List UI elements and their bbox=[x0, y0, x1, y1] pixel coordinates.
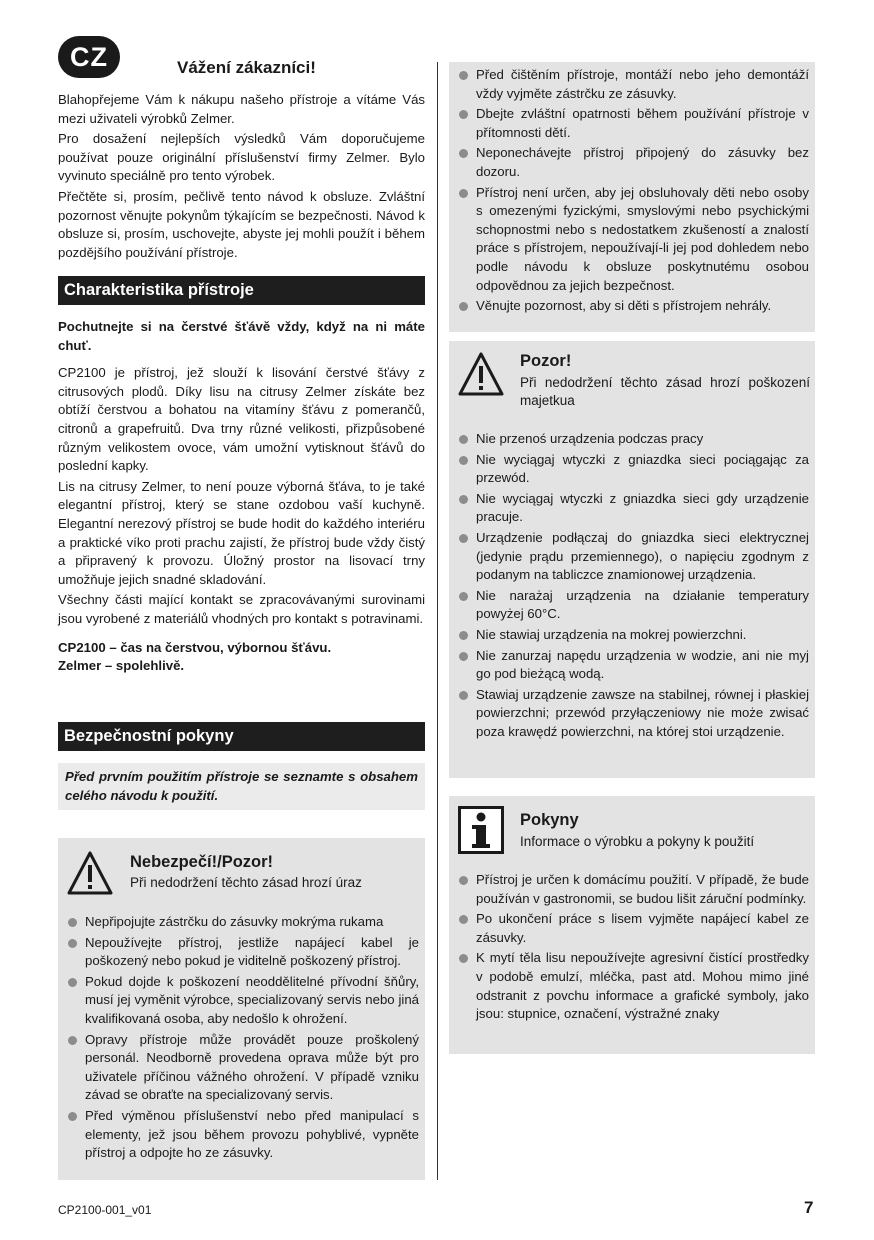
left-column bbox=[58, 91, 425, 264]
danger-list-continued bbox=[456, 66, 809, 318]
safety-note: Před prvním použitím přístroje se seznamte s obsahem celého návodu k použití. bbox=[65, 769, 418, 803]
list-item: Před výměnou příslušenství nebo před manipulací s elementy, jež jsou během provozu pohyblivé, vypněte přístroj a odpojte ho ze zásuvky. bbox=[65, 1107, 419, 1163]
list-item: Přístroj je určen k domácímu použití. V případě, že bude používán v gastronomii, se budou lišit záruční podmínky. bbox=[456, 871, 809, 908]
list-item: Stawiaj urządzenie zawsze na stabilnej, równej i płaskiej powierzchni; przewód przyłączeniowy nie może zwisać poza krawędź powierzchni, na której stoi urządzenie. bbox=[456, 686, 809, 742]
caution-subtitle: Při nedodržení těchto zásad hrozí poškození majetkua bbox=[520, 375, 810, 408]
danger-box-continued bbox=[449, 62, 815, 332]
info-box bbox=[449, 796, 815, 1054]
list-item: Před čištěním přístroje, montáží nebo jeho demontáží vždy vyjměte zástrčku ze zásuvky. bbox=[456, 66, 809, 103]
warning-triangle-icon bbox=[66, 850, 114, 896]
warning-triangle-icon bbox=[457, 351, 505, 397]
document-code: CP2100-001_v01 bbox=[58, 1203, 152, 1217]
list-item: Nepoužívejte přístroj, jestliže napájecí kabel je poškozený nebo pokud je viditelně poškozený přístroj. bbox=[65, 934, 419, 971]
lead-text: Pochutnejte si na čerstvé šťávě vždy, když na ni máte chuť. bbox=[58, 319, 425, 353]
list-item: Po ukončení práce s lisem vyjměte napájecí kabel ze zásuvky. bbox=[456, 910, 809, 947]
characteristics-section bbox=[58, 318, 425, 678]
page-number: 7 bbox=[804, 1198, 814, 1217]
list-item: Nie przenoś urządzenia podczas pracy bbox=[456, 430, 809, 449]
list-item: Nie narażaj urządzenia na działanie temperatury powyżej 60°C. bbox=[456, 587, 809, 624]
list-item: Nie stawiaj urządzenia na mokrej powierzchni. bbox=[456, 626, 809, 645]
list-item: Pokud dojde k poškození neoddělitelné přívodní šňůry, musí jej vyměnit výrobce, specializovaný servis nebo jiná kvalifikovaná osoba, aby nedošlo k ohrožení. bbox=[65, 973, 419, 1029]
safety-note-box bbox=[58, 763, 425, 810]
caution-title: Pozor! bbox=[520, 352, 572, 370]
list-item: Opravy přístroje může provádět pouze proškolený personál. Neodborně provedena oprava může být pro uživatele příčinou vážného ohrožení. V případě vzniku závad se obraťte na specializovaný servis. bbox=[65, 1031, 419, 1105]
list-item: Věnujte pozornost, aby si děti s přístrojem nehrály. bbox=[456, 297, 809, 316]
characteristics-paragraph: CP2100 je přístroj, jež slouží k lisování čerstvé šťávy z citrusových plodů. Díky lisu na citrusy Zelmer získáte bez obtíží čerstvou a bohatou na vitamíny šťávu z pomerančů, citronů a grapefruitů. Dva trny různé velikosti, přizpůsobené různým velikostem ovoce, vám umožní vytisknout šťávů do poslední kapky. bbox=[58, 365, 425, 474]
list-item: Přístroj není určen, aby jej obsluhovaly děti nebo osoby s omezenými fyzickými, smyslovými nebo psychickými schopnostmi nebo s nedostatkem zkušeností a znalostí práce s přístrojem, nepoužívají-li jej pod dohledem nebo podle návodu k obsluze poskytnutému osobou odpovědnou za jejich bezpečnost. bbox=[456, 184, 809, 296]
closing-line: Zelmer – spolehlivě. bbox=[58, 658, 185, 674]
section-heading-safety: Bezpečnostní pokyny bbox=[58, 722, 425, 751]
danger-box bbox=[58, 838, 425, 1180]
list-item: Nie wyciągaj wtyczki z gniazdka sieci gdy urządzenie pracuje. bbox=[456, 490, 809, 527]
list-item: Nie zanurzaj napędu urządzenia w wodzie, ani nie myj go pod bieżącą wodą. bbox=[456, 647, 809, 684]
list-item: Urządzenie podłączaj do gniazdka sieci elektrycznej (jedynie prądu przemiennego), o napięciu zgodnym z podanym na tabliczce znamionowej urządzenia. bbox=[456, 529, 809, 585]
list-item: Neponechávejte přístroj připojený do zásuvky bez dozoru. bbox=[456, 144, 809, 181]
section-heading-characteristics: Charakteristika přístroje bbox=[58, 276, 425, 305]
intro-paragraph: Přečtěte si, prosím, pečlivě tento návod k obsluze. Zvláštní pozornost věnujte pokynům týkajícím se bezpečnosti. Návod k obsluze si, prosím, uschovejte, abyste jej mohli použít i během pozdějšího používání přístroje. bbox=[58, 188, 425, 260]
danger-subtitle: Při nedodržení těchto zásad hrozí úraz bbox=[130, 875, 362, 890]
language-badge: CZ bbox=[58, 36, 120, 78]
info-subtitle: Informace o výrobku a pokyny k použití bbox=[520, 834, 755, 849]
closing-line: CP2100 – čas na čerstvou, výbornou šťávu. bbox=[58, 639, 332, 655]
info-title: Pokyny bbox=[520, 811, 579, 829]
column-divider bbox=[437, 62, 438, 1180]
intro-paragraph: Pro dosažení nejlepších výsledků Vám doporučujeme používat pouze originální příslušenství firmy Zelmer. Bylo vyvinuto speciálně pro tento výrobek. bbox=[58, 131, 425, 184]
characteristics-paragraph: Všechny části mající kontakt se zpracovávanými surovinami jsou vyrobené z materiálů vhodných pro kontakt s potravinami. bbox=[58, 592, 425, 626]
list-item: Dbejte zvláštní opatrnosti během používání přístroje v přítomnosti dětí. bbox=[456, 105, 809, 142]
list-item: Nepřipojujte zástrčku do zásuvky mokrýma rukama bbox=[65, 913, 419, 932]
list-item: K mytí těla lisu nepoužívejte agresivní čistící prostředky v podobě emulzí, mléčka, past atd. Mohou mimo jiné odstranit z povchu informace a grafické symboly, jako jsou: stupnice, označení, výstražné znaky bbox=[456, 949, 809, 1023]
info-list bbox=[456, 871, 809, 1026]
list-item: Nie wyciągaj wtyczki z gniazdka sieci pociągając za przewód. bbox=[456, 451, 809, 488]
characteristics-paragraph: Lis na citrusy Zelmer, to není pouze výborná šťáva, to je také elegantní přístroj, který se stane ozdobou vaší kuchyně. Elegantní nerezový přístroj se bude hodit do každého interiéru a praktické víko proti prachu zajistí, že přístroj bude vždy čistý a připravený k provozu. Úložný prostor na lisovací trny umožňuje jejich snadné skladování. bbox=[58, 478, 425, 587]
info-icon bbox=[458, 806, 504, 854]
caution-box bbox=[449, 341, 815, 778]
intro-paragraph: Blahopřejeme Vám k nákupu našeho přístroje a vítáme Vás mezi uživateli výrobků Zelmer. bbox=[58, 92, 425, 126]
page-title: Vážení zákazníci! bbox=[177, 58, 316, 77]
danger-list bbox=[65, 913, 419, 1165]
caution-list bbox=[456, 430, 809, 744]
danger-title: Nebezpečí!/Pozor! bbox=[130, 853, 274, 871]
